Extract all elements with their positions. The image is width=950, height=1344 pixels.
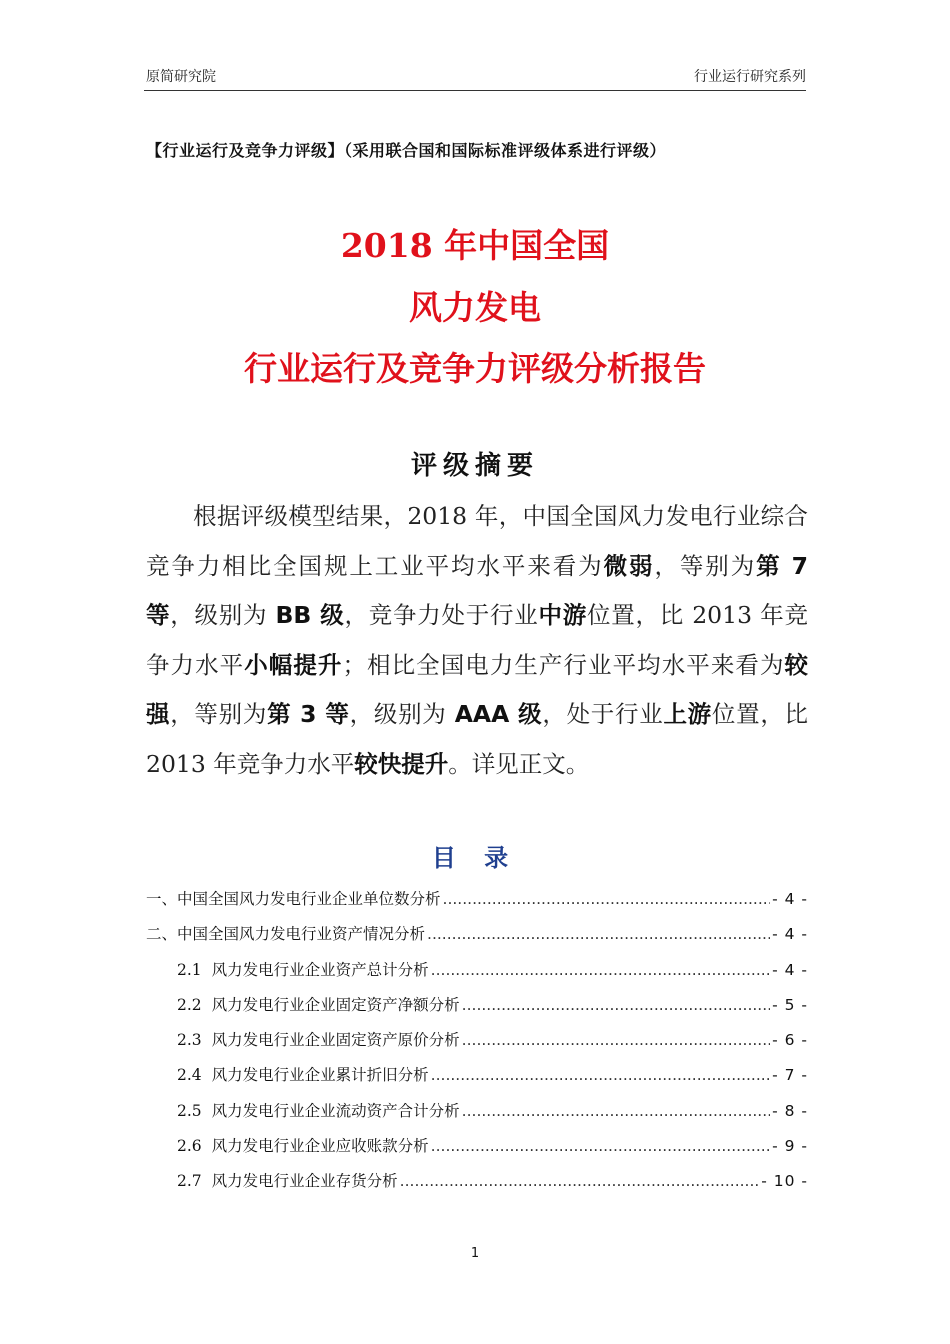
summary-emphasis: 微弱 xyxy=(603,551,655,580)
summary-text: 根据评级模型结果，2018 年，中国全国风力发电行业综合竞争力相比全国规上工业平均水平来看为 xyxy=(146,502,808,580)
toc-leader-dots xyxy=(462,1031,770,1049)
toc-entry-label: 风力发电行业企业应收账款分析 xyxy=(211,1137,429,1156)
report-title-line-2: 风力发电 xyxy=(409,288,541,327)
toc-entry-number: 2.7 xyxy=(177,1172,202,1191)
toc-leader-dots xyxy=(431,961,770,979)
summary-text: ，等别为 xyxy=(170,700,268,728)
toc-subentry[interactable] xyxy=(146,993,808,1028)
toc-entry[interactable] xyxy=(146,922,808,957)
summary-emphasis: 较快提升 xyxy=(354,749,449,778)
toc-entry-label: 风力发电行业企业存货分析 xyxy=(211,1172,398,1191)
toc-leader-dots xyxy=(443,890,771,908)
report-title-line-1: 2018 年中国全国 xyxy=(340,226,610,265)
summary-text: 。详见正文。 xyxy=(448,749,590,778)
toc-leader-dots xyxy=(462,1102,770,1120)
toc-entry-number: 2.4 xyxy=(177,1066,202,1085)
toc-leader-dots xyxy=(431,1066,770,1084)
summary-text: 位置，比 2013 年竞争力水平 xyxy=(146,700,809,778)
toc-entry-number: 2.3 xyxy=(177,1031,202,1050)
toc-subentry[interactable] xyxy=(146,1063,808,1098)
toc-entry-page: - 10 - xyxy=(761,1172,808,1191)
toc-entry-label: 风力发电行业企业资产总计分析 xyxy=(211,960,429,979)
rating-tag-line: 【行业运行及竞争力评级】（采用联合国和国际标准评级体系进行评级） xyxy=(146,141,667,160)
toc-entry-page: - 4 - xyxy=(772,925,808,944)
toc-entry-label: 一、中国全国风力发电行业企业单位数分析 xyxy=(146,890,441,908)
toc-entry-number: 2.5 xyxy=(177,1101,202,1120)
toc-heading: 目 录 xyxy=(431,844,519,872)
toc-leader-dots xyxy=(427,925,770,943)
summary-heading: 评级摘要 xyxy=(410,451,539,481)
toc-entry-number: 2.1 xyxy=(177,960,202,979)
summary-emphasis: BB 级 xyxy=(275,601,345,629)
summary-emphasis: 小幅提升 xyxy=(244,650,343,679)
toc-entry-label: 风力发电行业企业流动资产合计分析 xyxy=(211,1101,460,1120)
toc-entry-label: 风力发电行业企业固定资产原价分析 xyxy=(211,1031,460,1050)
summary-emphasis: 上游 xyxy=(663,700,712,728)
toc-subentry[interactable] xyxy=(146,1134,808,1169)
summary-text: ，等别为 xyxy=(654,551,757,580)
summary-emphasis: 中游 xyxy=(538,601,587,629)
toc-entry-page: - 4 - xyxy=(772,960,808,979)
toc-leader-dots xyxy=(431,1137,770,1155)
toc-leader-dots xyxy=(462,996,770,1014)
header-publisher: 原简研究院 xyxy=(146,69,216,85)
summary-text: ，级别为 xyxy=(349,700,455,728)
summary-text: ，处于行业 xyxy=(542,700,664,728)
header-series: 行业运行研究系列 xyxy=(694,69,806,85)
toc-entry-page: - 7 - xyxy=(772,1066,808,1085)
toc-entry-page: - 4 - xyxy=(772,890,808,908)
toc-leader-dots xyxy=(400,1172,760,1190)
summary-emphasis: 较强 xyxy=(146,650,809,728)
page-number: 1 xyxy=(470,1246,480,1261)
report-title-line-3: 行业运行及竞争力评级分析报告 xyxy=(244,349,706,388)
toc-entry-page: - 6 - xyxy=(772,1031,808,1050)
toc-entry-label: 风力发电行业企业累计折旧分析 xyxy=(211,1066,429,1085)
toc-entry-page: - 8 - xyxy=(772,1101,808,1120)
summary-text: ；相比全国电力生产行业平均水平来看为 xyxy=(342,650,785,679)
toc-entry-number: 2.6 xyxy=(177,1137,202,1156)
table-of-contents xyxy=(146,887,808,1205)
summary-emphasis: AAA 级 xyxy=(454,700,543,728)
toc-entry-label: 风力发电行业企业固定资产净额分析 xyxy=(211,995,460,1014)
summary-paragraph xyxy=(146,492,808,789)
summary-text: ，竞争力处于行业 xyxy=(344,601,539,629)
toc-entry-page: - 9 - xyxy=(772,1137,808,1156)
summary-emphasis: 第 3 等 xyxy=(267,700,350,728)
toc-subentry[interactable] xyxy=(146,1169,808,1204)
toc-entry-number: 2.2 xyxy=(177,995,202,1014)
toc-entry[interactable] xyxy=(146,887,808,922)
toc-entry-page: - 5 - xyxy=(772,995,808,1014)
header-divider xyxy=(144,90,806,91)
summary-text: 位置，比 2013 年竞争力水平 xyxy=(146,601,808,679)
toc-subentry[interactable] xyxy=(146,1099,808,1134)
summary-emphasis: 第 7 等 xyxy=(146,551,809,629)
toc-subentry[interactable] xyxy=(146,958,808,993)
page-header xyxy=(146,66,806,90)
toc-subentry[interactable] xyxy=(146,1028,808,1063)
toc-entry-label: 二、中国全国风力发电行业资产情况分析 xyxy=(146,925,426,944)
summary-text: ，级别为 xyxy=(170,601,276,629)
